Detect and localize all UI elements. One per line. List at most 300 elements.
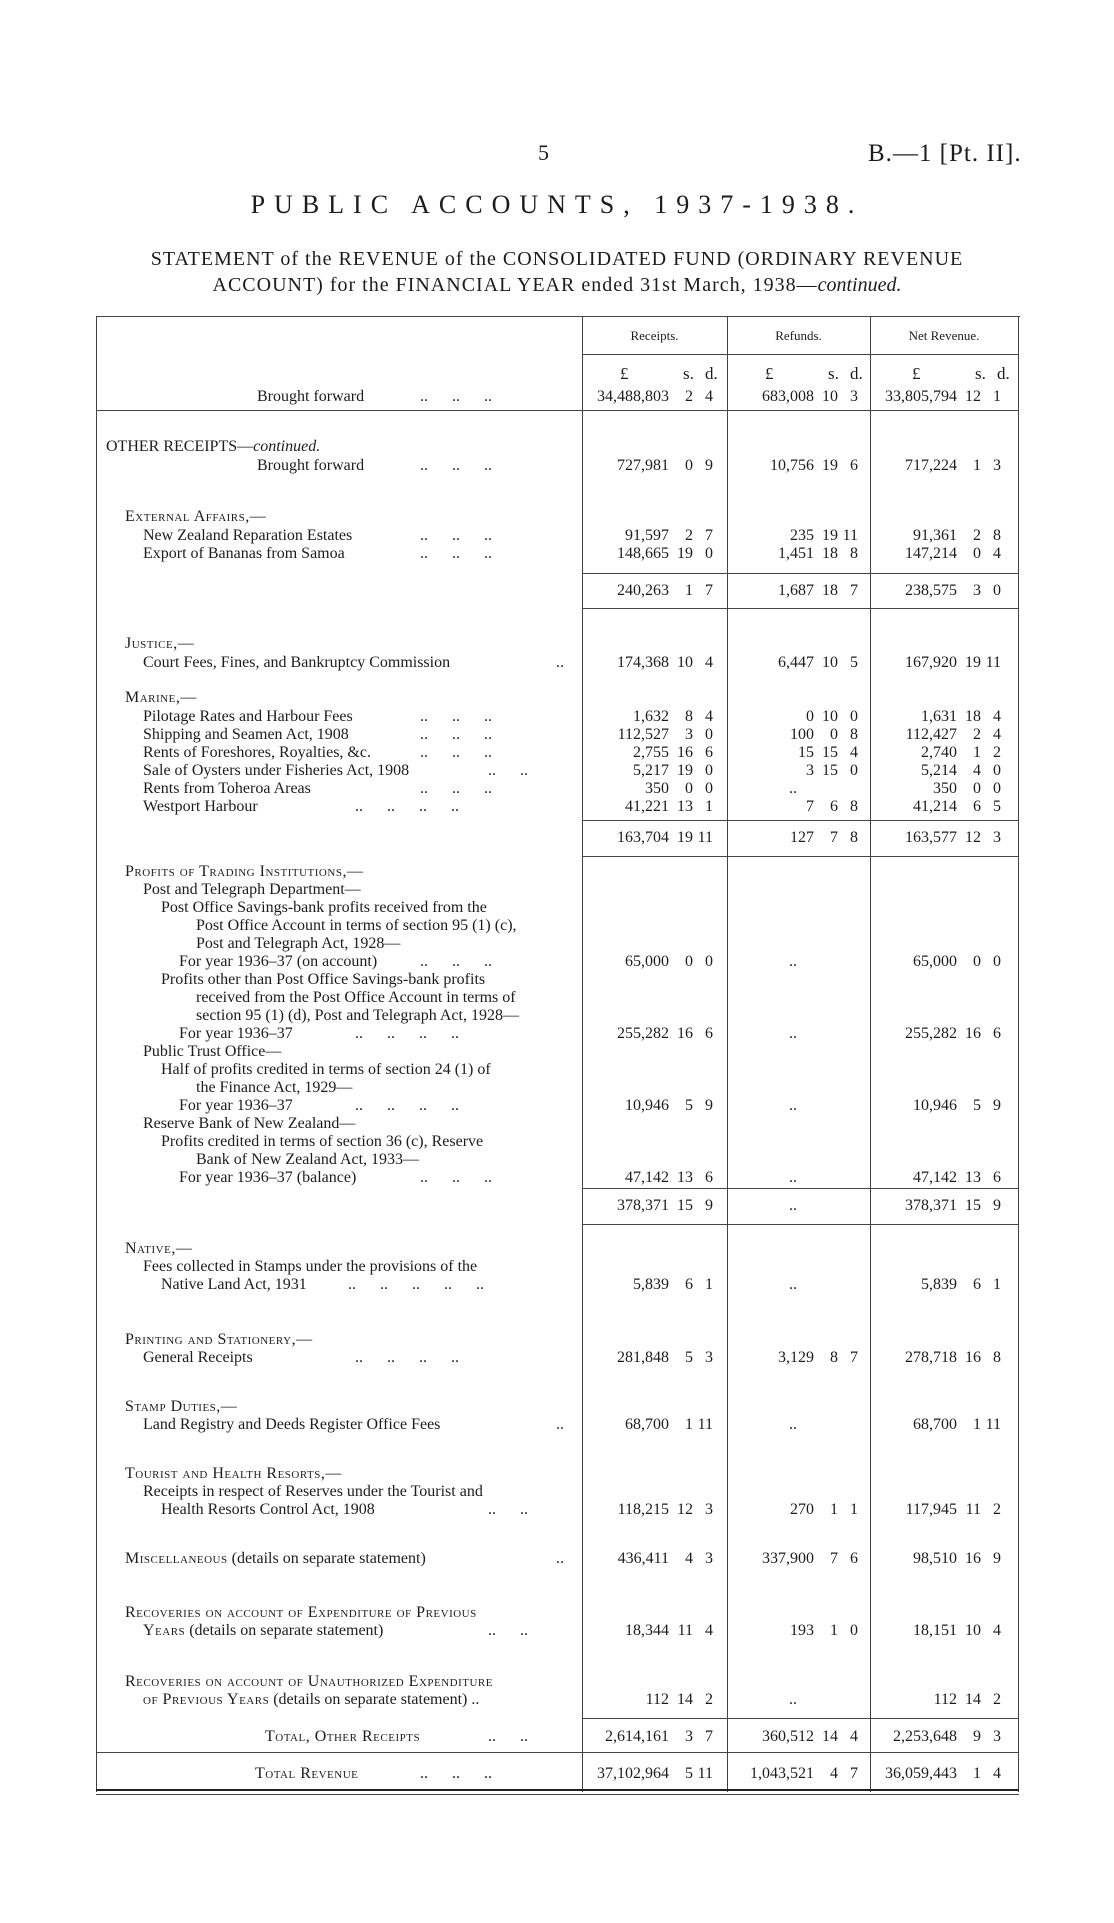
bananas-net — [871, 545, 1001, 563]
amount-pence: 7 — [705, 527, 713, 544]
oysters-receipts — [583, 762, 713, 780]
printing-heading: Printing and Stationery,— — [125, 1331, 313, 1348]
amount-pence: 11 — [842, 527, 858, 544]
justice-heading: Justice,— — [125, 635, 195, 652]
amount-pounds: 37,102,964 — [597, 1765, 669, 1782]
recoveries-line-1: Recoveries on account of Expenditure of Previous — [125, 1604, 477, 1621]
leader-dots: .. .. — [488, 762, 528, 779]
amount-pence: 3 — [993, 1728, 1001, 1745]
amount-pence: 8 — [993, 1349, 1001, 1366]
amount-pounds: 255,282 — [617, 1025, 669, 1042]
receipts-header: Receipts. — [630, 328, 679, 343]
amount-shillings: 6 — [830, 798, 838, 815]
amount-pence: 4 — [993, 726, 1001, 743]
amount-pounds: 68,700 — [625, 1416, 669, 1433]
nz-reparation-net — [871, 527, 1001, 545]
stamp-refunds — [728, 1416, 858, 1434]
amount-pounds: 5,839 — [633, 1276, 669, 1293]
amount-pence: 0 — [993, 953, 1001, 970]
amount-shillings: 18 — [822, 582, 838, 599]
amount-pounds: 727,981 — [617, 457, 669, 474]
amount-pence: 9 — [993, 1550, 1001, 1567]
page-title: PUBLIC ACCOUNTS, 1937-1938. — [250, 190, 864, 219]
document-code: B.—1 [Pt. II]. — [868, 140, 1022, 167]
amount-pounds: 112 — [645, 1691, 669, 1708]
amount-pence: 4 — [850, 744, 858, 761]
page-number: 5 — [538, 140, 549, 165]
column-header-rule — [582, 354, 1019, 355]
amount-pounds: 91,597 — [625, 527, 669, 544]
amount-pence: 6 — [850, 457, 858, 474]
court-fees-label: Court Fees, Fines, and Bankruptcy Commission — [143, 654, 451, 671]
nz-reparation-label: New Zealand Reparation Estates — [143, 527, 353, 544]
shipping-receipts — [583, 726, 713, 744]
amount-shillings: 4 — [685, 1550, 693, 1567]
amount-shillings: 7 — [830, 1550, 838, 1567]
amount-pence: 8 — [993, 527, 1001, 544]
leader-dots: .. .. .. — [420, 388, 492, 405]
amount-pounds: 118,215 — [617, 1501, 669, 1518]
amount-pence: 1 — [705, 1276, 713, 1293]
amount-pence: 9 — [993, 1197, 1001, 1214]
foreshores-receipts — [583, 744, 713, 762]
amount-shillings: 16 — [965, 1349, 981, 1366]
amount-shillings: 14 — [965, 1691, 981, 1708]
amount-pounds: 337,900 — [762, 1550, 814, 1567]
miscellaneous-label: Miscellaneous (details on separate statement) — [125, 1550, 426, 1567]
reserve-line-1: Profits credited in terms of section 36 (c), Reserve — [161, 1133, 484, 1150]
native-line-1: Fees collected in Stamps under the provisions of the — [143, 1258, 478, 1275]
amount-pence: 11 — [985, 1416, 1001, 1433]
amount-shillings: 1 — [973, 457, 981, 474]
land-registry-label: Land Registry and Deeds Register Office Fees — [143, 1416, 441, 1433]
amount-shillings: 2 — [685, 388, 693, 405]
amount-pounds: 112,427 — [905, 726, 957, 743]
amount-shillings: 19 — [965, 654, 981, 671]
public-trust-label: Public Trust Office— — [143, 1043, 282, 1060]
leader-dots: .. .. .. — [420, 953, 492, 970]
marine-subtotal-refunds — [728, 829, 858, 847]
amount-pounds: 1,043,521 — [750, 1765, 814, 1782]
amount-shillings: 8 — [685, 708, 693, 725]
unauthorized-refunds — [728, 1691, 858, 1709]
net-pound-unit: £ — [912, 364, 921, 383]
other-profits-net — [871, 1025, 1001, 1043]
amount-pounds: 10,946 — [625, 1097, 669, 1114]
profits-heading: Profits of Trading Institutions,— — [125, 863, 364, 880]
tourist-line-1: Receipts in respect of Reserves under the Tourist and — [143, 1483, 483, 1500]
toheroa-refunds — [728, 780, 858, 798]
psb-line-3: Post and Telegraph Act, 1928— — [196, 935, 401, 952]
amount-pence: 6 — [705, 1169, 713, 1186]
nil-entry-dots: .. — [789, 1416, 797, 1433]
pilotage-label: Pilotage Rates and Harbour Fees — [143, 708, 353, 725]
refunds-pence-unit: d. — [850, 364, 863, 383]
nil-entry-dots: .. — [789, 1276, 797, 1293]
amount-pounds: 1,631 — [921, 708, 957, 725]
amount-shillings: 18 — [822, 545, 838, 562]
amount-pounds: 360,512 — [762, 1728, 814, 1745]
amount-pence: 9 — [705, 1097, 713, 1114]
leader-dots: .. .. .. — [420, 780, 492, 797]
amount-pounds: 147,214 — [905, 545, 957, 562]
total-other-net — [871, 1728, 1001, 1746]
leader-dots: .. — [556, 654, 564, 671]
trust-net — [871, 1097, 1001, 1115]
amount-pounds: 163,704 — [617, 829, 669, 846]
court-fees-net — [871, 654, 1001, 672]
amount-pence: 0 — [705, 762, 713, 779]
total-other-refunds — [728, 1728, 858, 1746]
amount-pounds: 127 — [790, 829, 814, 846]
subtitle-line-2: ACCOUNT) for the FINANCIAL YEAR ended 31st March, 1938—continued. — [212, 274, 902, 296]
amount-pence: 9 — [705, 457, 713, 474]
amount-shillings: 5 — [685, 1765, 693, 1782]
stamp-duties-heading: Stamp Duties,— — [125, 1398, 238, 1415]
amount-shillings: 0 — [685, 953, 693, 970]
amount-shillings: 10 — [822, 654, 838, 671]
brought-forward-receipts — [583, 388, 713, 406]
leader-dots: .. .. .. .. — [355, 798, 459, 815]
amount-shillings: 15 — [677, 1197, 693, 1214]
native-refunds — [728, 1276, 858, 1294]
foreshores-net — [871, 744, 1001, 762]
amount-pounds: 6,447 — [778, 654, 814, 671]
oysters-net — [871, 762, 1001, 780]
amount-pence: 4 — [705, 654, 713, 671]
amount-pounds: 5,217 — [633, 762, 669, 779]
amount-shillings: 4 — [973, 762, 981, 779]
shipping-refunds — [728, 726, 858, 744]
amount-pence: 8 — [850, 829, 858, 846]
amount-pence: 0 — [705, 953, 713, 970]
table-top-rule — [96, 316, 1020, 317]
unauthorized-receipts — [583, 1691, 713, 1709]
amount-shillings: 11 — [965, 1501, 981, 1518]
amount-pounds: 100 — [790, 726, 814, 743]
court-fees-refunds — [728, 654, 858, 672]
amount-shillings: 15 — [822, 762, 838, 779]
subtitle-line-1: STATEMENT of the REVENUE of the CONSOLIDATED FUND (ORDINARY REVENUE — [150, 248, 964, 270]
amount-shillings: 16 — [677, 744, 693, 761]
amount-pence: 5 — [850, 654, 858, 671]
recoveries-refunds — [728, 1622, 858, 1640]
native-receipts — [583, 1276, 713, 1294]
westport-receipts — [583, 798, 713, 816]
statement-subtitle — [92, 246, 1022, 298]
amount-shillings: 1 — [973, 1765, 981, 1782]
brought-forward-label: Brought forward — [257, 388, 365, 405]
trust-line-1: Half of profits credited in terms of section 24 (1) of — [161, 1061, 491, 1078]
profits-subtotal-rule — [582, 1188, 1019, 1189]
nil-entry-dots: .. — [789, 780, 797, 797]
amount-pounds: 378,371 — [617, 1197, 669, 1214]
amount-pounds: 65,000 — [913, 953, 957, 970]
amount-pounds: 98,510 — [913, 1550, 957, 1567]
leader-dots: .. .. — [488, 1501, 528, 1518]
amount-pence: 6 — [993, 1169, 1001, 1186]
amount-pounds: 1,451 — [778, 545, 814, 562]
recoveries-line-2: Years (details on separate statement) — [143, 1622, 384, 1639]
leader-dots: .. .. .. — [420, 708, 492, 725]
amount-pence: 6 — [850, 1550, 858, 1567]
amount-pence: 9 — [993, 1097, 1001, 1114]
amount-pence: 11 — [697, 1765, 713, 1782]
amount-shillings: 1 — [685, 582, 693, 599]
post-telegraph-label: Post and Telegraph Department— — [143, 881, 361, 898]
oysters-refunds — [728, 762, 858, 780]
amount-shillings: 10 — [822, 708, 838, 725]
native-line-2: Native Land Act, 1931 — [161, 1276, 307, 1293]
amount-pounds: 15 — [798, 744, 814, 761]
amount-shillings: 10 — [677, 654, 693, 671]
printing-receipts — [583, 1349, 713, 1367]
amount-shillings: 12 — [677, 1501, 693, 1518]
amount-shillings: 15 — [822, 744, 838, 761]
recoveries-net — [871, 1622, 1001, 1640]
reserve-refunds — [728, 1169, 858, 1187]
amount-shillings: 0 — [973, 545, 981, 562]
amount-shillings: 16 — [965, 1550, 981, 1567]
amount-pence: 1 — [850, 1501, 858, 1518]
amount-pence: 4 — [705, 388, 713, 405]
amount-pence: 3 — [993, 457, 1001, 474]
other-receipts-heading: OTHER RECEIPTS—continued. — [106, 438, 321, 455]
total-other-receipts-label: Total, Other Receipts — [265, 1728, 421, 1745]
amount-shillings: 2 — [973, 527, 981, 544]
leader-dots: .. .. .. — [420, 527, 492, 544]
amount-pounds: 7 — [806, 798, 814, 815]
oysters-label: Sale of Oysters under Fisheries Act, 1908 — [143, 762, 410, 779]
amount-pounds: 174,368 — [617, 654, 669, 671]
leader-dots: .. .. .. — [420, 1765, 492, 1782]
unauthorized-net — [871, 1691, 1001, 1709]
pilotage-refunds — [728, 708, 858, 726]
amount-pounds: 34,488,803 — [597, 388, 669, 405]
total-revenue-rule — [96, 1752, 1019, 1753]
leader-dots: .. .. .. — [420, 457, 492, 474]
marine-heading: Marine,— — [125, 689, 197, 706]
amount-shillings: 16 — [677, 1025, 693, 1042]
other-profits-line-2: received from the Post Office Account in terms of — [196, 989, 516, 1006]
misc-receipts — [583, 1550, 713, 1568]
amount-pounds: 41,221 — [625, 798, 669, 815]
refunds-header: Refunds. — [775, 328, 822, 343]
amount-pence: 2 — [993, 744, 1001, 761]
psb-receipts — [583, 953, 713, 971]
amount-shillings: 1 — [685, 1416, 693, 1433]
tourist-receipts — [583, 1501, 713, 1519]
amount-pence: 2 — [993, 1691, 1001, 1708]
amount-pence: 2 — [705, 1691, 713, 1708]
amount-pence: 6 — [705, 744, 713, 761]
net-pence-unit: d. — [997, 364, 1010, 383]
amount-pounds: 36,059,443 — [885, 1765, 957, 1782]
brought-forward-2-receipts — [583, 457, 713, 475]
westport-label: Westport Harbour — [143, 798, 258, 815]
tourist-line-2: Health Resorts Control Act, 1908 — [161, 1501, 375, 1518]
amount-pounds: 717,224 — [905, 457, 957, 474]
amount-pounds: 112,527 — [617, 726, 669, 743]
total-other-rule — [582, 1718, 1019, 1719]
psb-refunds — [728, 953, 858, 971]
amount-shillings: 1 — [830, 1622, 838, 1639]
amount-shillings: 13 — [677, 798, 693, 815]
amount-pounds: 378,371 — [905, 1197, 957, 1214]
leader-dots: .. — [556, 1550, 564, 1567]
amount-pounds: 5,839 — [921, 1276, 957, 1293]
amount-pounds: 2,740 — [921, 744, 957, 761]
amount-pence: 4 — [705, 708, 713, 725]
amount-pence: 0 — [993, 762, 1001, 779]
table-right-border — [1018, 316, 1019, 1792]
bananas-receipts — [583, 545, 713, 563]
amount-shillings: 0 — [973, 953, 981, 970]
profits-subtotal-net — [871, 1197, 1001, 1215]
leader-dots: .. .. .. .. — [355, 1349, 459, 1366]
amount-shillings: 11 — [677, 1622, 693, 1639]
amount-pence: 5 — [993, 798, 1001, 815]
leader-dots: .. .. — [488, 1622, 528, 1639]
total-revenue-refunds — [728, 1765, 858, 1783]
amount-pounds: 18,344 — [625, 1622, 669, 1639]
amount-pence: 4 — [993, 708, 1001, 725]
amount-pence: 7 — [850, 582, 858, 599]
amount-shillings: 14 — [677, 1691, 693, 1708]
amount-pounds: 47,142 — [913, 1169, 957, 1186]
refunds-shilling-unit: s. — [828, 364, 839, 383]
amount-pounds: 2,253,648 — [893, 1728, 957, 1745]
amount-pounds: 350 — [645, 780, 669, 797]
amount-pence: 7 — [850, 1765, 858, 1782]
amount-pounds: 5,214 — [921, 762, 957, 779]
amount-pence: 8 — [850, 726, 858, 743]
brought-forward-2-net — [871, 457, 1001, 475]
marine-subtotal-receipts — [583, 829, 713, 847]
total-revenue-receipts — [583, 1765, 713, 1783]
amount-shillings: 0 — [830, 726, 838, 743]
other-profits-receipts — [583, 1025, 713, 1043]
unauthorized-line-2: of Previous Years (details on separate statement) .. — [143, 1691, 480, 1708]
westport-net — [871, 798, 1001, 816]
total-other-receipts — [583, 1728, 713, 1746]
bananas-label: Export of Bananas from Samoa — [143, 545, 345, 562]
amount-pence: 7 — [850, 1349, 858, 1366]
receipts-pound-unit: £ — [620, 364, 629, 383]
brought-forward-label-2: Brought forward — [257, 457, 365, 474]
amount-shillings: 1 — [830, 1501, 838, 1518]
trust-line-2: the Finance Act, 1929— — [196, 1079, 353, 1096]
amount-pence: 6 — [993, 1025, 1001, 1042]
amount-pounds: 117,945 — [905, 1501, 957, 1518]
westport-refunds — [728, 798, 858, 816]
amount-pounds: 3,129 — [778, 1349, 814, 1366]
recoveries-receipts — [583, 1622, 713, 1640]
amount-shillings: 19 — [822, 527, 838, 544]
amount-pounds: 193 — [790, 1622, 814, 1639]
nil-entry-dots: .. — [789, 1169, 797, 1186]
leader-dots: .. .. .. — [420, 744, 492, 761]
amount-shillings: 10 — [965, 1622, 981, 1639]
amount-pounds: 112 — [933, 1691, 957, 1708]
reserve-receipts — [583, 1169, 713, 1187]
amount-pounds: 163,577 — [905, 829, 957, 846]
amount-shillings: 2 — [973, 726, 981, 743]
amount-shillings: 2 — [685, 527, 693, 544]
amount-pence: 0 — [705, 780, 713, 797]
amount-pounds: 1,687 — [778, 582, 814, 599]
leader-dots: .. .. .. — [420, 726, 492, 743]
amount-pence: 3 — [705, 1550, 713, 1567]
amount-pounds: 350 — [933, 780, 957, 797]
other-profits-line-3: section 95 (1) (d), Post and Telegraph Act, 1928— — [196, 1007, 519, 1024]
amount-shillings: 19 — [822, 457, 838, 474]
amount-pounds: 10,756 — [770, 457, 814, 474]
amount-pounds: 278,718 — [905, 1349, 957, 1366]
amount-pence: 4 — [993, 1622, 1001, 1639]
amount-pounds: 65,000 — [625, 953, 669, 970]
amount-shillings: 16 — [965, 1025, 981, 1042]
amount-pence: 7 — [705, 582, 713, 599]
amount-pence: 3 — [705, 1501, 713, 1518]
other-profits-line-1: Profits other than Post Office Savings-bank profits — [161, 971, 486, 988]
refunds-pound-unit: £ — [765, 364, 774, 383]
amount-pence: 4 — [993, 1765, 1001, 1782]
amount-pence: 2 — [993, 1501, 1001, 1518]
amount-pounds: 436,411 — [617, 1550, 669, 1567]
nil-entry-dots: .. — [789, 1691, 797, 1708]
other-profits-year-label: For year 1936–37 — [179, 1025, 293, 1042]
stamp-receipts — [583, 1416, 713, 1434]
amount-pounds: 0 — [806, 708, 814, 725]
amount-pence: 3 — [850, 388, 858, 405]
external-subtotal-rule — [582, 573, 1019, 574]
amount-shillings: 3 — [685, 726, 693, 743]
amount-shillings: 9 — [973, 1728, 981, 1745]
native-net — [871, 1276, 1001, 1294]
shipping-label: Shipping and Seamen Act, 1908 — [143, 726, 349, 743]
nil-entry-dots: .. — [789, 953, 797, 970]
leader-dots: .. .. .. .. .. — [348, 1276, 484, 1293]
nz-reparation-refunds — [728, 527, 858, 545]
amount-shillings: 19 — [677, 762, 693, 779]
psb-net — [871, 953, 1001, 971]
amount-pounds: 2,755 — [633, 744, 669, 761]
leader-dots: .. .. — [488, 1728, 528, 1745]
amount-shillings: 1 — [973, 1416, 981, 1433]
tourist-net — [871, 1501, 1001, 1519]
amount-pounds: 148,665 — [617, 545, 669, 562]
amount-pence: 9 — [705, 1197, 713, 1214]
amount-shillings: 19 — [677, 545, 693, 562]
amount-shillings: 15 — [965, 1197, 981, 1214]
leader-dots: .. .. .. .. — [355, 1025, 459, 1042]
printing-refunds — [728, 1349, 858, 1367]
amount-shillings: 5 — [685, 1349, 693, 1366]
toheroa-receipts — [583, 780, 713, 798]
amount-pence: 11 — [985, 654, 1001, 671]
trust-receipts — [583, 1097, 713, 1115]
reserve-net — [871, 1169, 1001, 1187]
amount-shillings: 6 — [685, 1276, 693, 1293]
amount-pence: 7 — [705, 1728, 713, 1745]
brought-forward-rule — [96, 410, 1019, 411]
amount-pence: 8 — [850, 798, 858, 815]
amount-shillings: 0 — [973, 780, 981, 797]
table-left-border — [96, 316, 97, 1792]
amount-shillings: 0 — [685, 457, 693, 474]
external-affairs-heading: External Affairs,— — [125, 508, 267, 525]
